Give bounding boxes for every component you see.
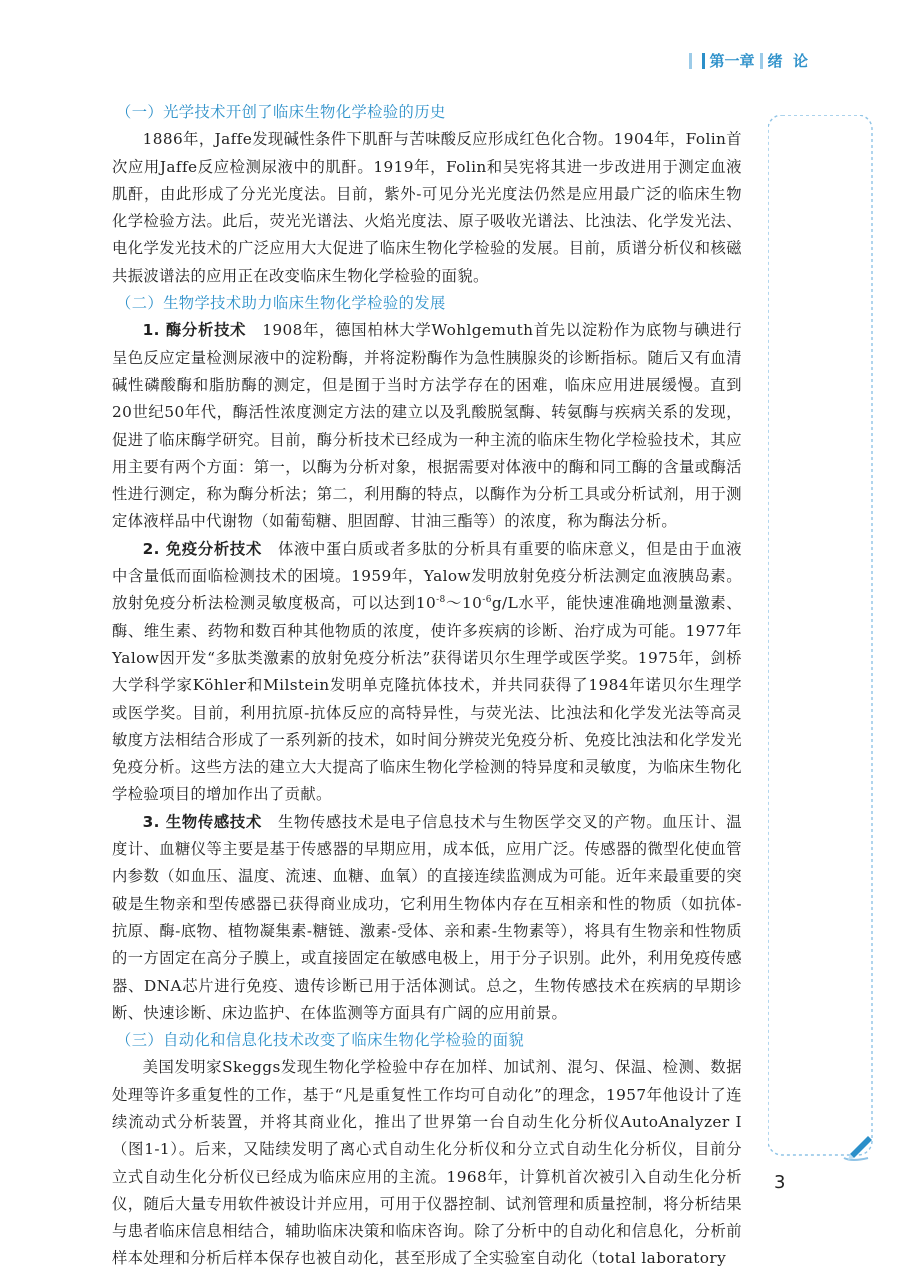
item-text: 生物传感技术是电子信息技术与生物医学交叉的产物。血压计、温度计、血糖仪等主要是基于传感器的早期应用，成本低，应用广泛。传感器的微型化使血管内参数（如血压、温度、流速、血糖、血氧）的直接连续监测成为可能。近年来最重要的突破是生物亲和型传感器已获得商业成功，它利用生物体内存在互相亲和性的物质（如抗体-抗原、酶-底物、植物凝集素-糖链、激素-受体、亲和素-生物素等），将具有生物亲和性物质的一方固定在高分子膜上，或直接固定在敏感电极上，用于分子识别。此外，利用免疫传感器、DNA芯片进行免疫、遗传诊断已用于活体测试。总之，生物传感技术在疾病的早期诊断、快速诊断、床边监护、在体监测等方面具有广阔的应用前景。	[112, 812, 742, 1022]
pencil-icon	[838, 1128, 878, 1168]
item-text: g/L水平，能快速准确地测量激素、酶、维生素、药物和数百种其他物质的浓度，使许多疾病的诊断、治疗成为可能。1977年Yalow因开发“多肽类激素的放射免疫分析法”获得诺贝尔生理学或医学奖。1975年，剑桥大学科学家Köhler和Milstein发明单克隆抗体技术，并共同获得了1984年诺贝尔生理学或医学奖。目前，利用抗原-抗体反应的高特异性，与荧光法、比浊法和化学发光法等高灵敏度方法相结合形成了一系列新的技术，如时间分辨荧光免疫分析、免疫比浊法和化学发光免疫分析。这些方法的建立大大提高了临床生物化学检测的特异度和灵敏度，为临床生物化学检验项目的增加作出了贡献。	[112, 594, 743, 804]
running-header	[684, 50, 808, 71]
chapter-title: 绪 论	[767, 52, 808, 70]
item-text: 1908年，德国柏林大学Wohlgemuth首先以淀粉作为底物与碘进行呈色反应定量检测尿液中的淀粉酶，并将淀粉酶作为急性胰腺炎的诊断指标。随后又有血清碱性磷酸酶和脂肪酶的测定，但是囿于当时方法学存在的困难，临床应用进展缓慢。直到20世纪50年代，酶活性浓度测定方法的建立以及乳酸脱氢酶、转氨酶与疾病关系的发现，促进了临床酶学研究。目前，酶分析技术已经成为一种主流的临床生物化学检验技术，其应用主要有两个方面：第一，以酶为分析对象，根据需要对体液中的酶和同工酶的含量或酶活性进行测定，称为酶分析法；第二，利用酶的特点，以酶作为分析工具或分析试剂，用于测定体液样品中代谢物（如葡萄糖、胆固醇、甘油三酯等）的浓度，称为酶法分析。	[112, 321, 743, 531]
page-number: 3	[774, 1172, 786, 1193]
paragraph-biosensor	[112, 809, 742, 1027]
section-heading-3: （三）自动化和信息化技术改变了临床生物化学检验的面貌	[116, 1031, 525, 1050]
paragraph: 1886年，Jaffe发现碱性条件下肌酐与苦味酸反应形成红色化合物。1904年，Folin首次应用Jaffe反应检测尿液中的肌酐。1919年，Folin和吴宪将其进一步改进用于测定血液肌酐，由此形成了分光光度法。目前，紫外-可见分光光度法仍然是应用最广泛的临床生物化学检验方法。此后，荧光光谱法、火焰光度法、原子吸收光谱法、比浊法、化学发光法、电化学发光技术的广泛应用大大促进了临床生物化学检验的发展。目前，质谱分析仪和核磁共振波谱法的应用正在改变临床生物化学检验的面貌。	[112, 130, 742, 285]
item-title: 3. 生物传感技术	[142, 812, 262, 831]
item-text: ～10	[445, 594, 483, 613]
page-body	[112, 99, 742, 1273]
header-bar	[689, 53, 692, 69]
exponent: -6	[482, 595, 492, 606]
section-heading-1: （一）光学技术开创了临床生物化学检验的历史	[116, 103, 446, 121]
header-divider	[760, 53, 763, 69]
section-heading-2: （二）生物学技术助力临床生物化学检验的发展	[116, 294, 446, 313]
item-text: 体液中蛋白质或者多肽的分析具有重要的临床意义，但是由于血液中含量低而面临检测技术的困境。1959年，Yalow发明放射免疫分析法测定血液胰岛素。放射免疫分析法检测灵敏度极高，可以达到10	[112, 539, 742, 613]
exponent: -8	[436, 595, 446, 606]
item-title: 2. 免疫分析技术	[142, 539, 262, 558]
paragraph-immuno	[112, 536, 742, 809]
chapter-label: 第一章	[709, 52, 755, 70]
paragraph: 美国发明家Skeggs发现生物化学检验中存在加样、加试剂、混匀、保温、检测、数据处理等许多重复性的工作，基于“凡是重复性工作均可自动化”的理念，1957年他设计了连续流动式分析装置，并将其商业化，推出了世界第一台自动生化分析仪AutoAnalyzer Ⅰ（图1-1）。后来，又陆续发明了离心式自动生化分析仪和分立式自动生化分析仪，目前分立式自动生化分析仪已经成为临床应用的主流。1968年，计算机首次被引入自动生化分析仪，随后大量专用软件被设计并应用，可用于仪器控制、试剂管理和质量控制，将分析结果与患者临床信息相结合，辅助临床决策和临床咨询。除了分析中的自动化和信息化，分析前样本处理和分析后样本保存也被自动化，甚至形成了全实验室自动化（total laboratory	[112, 1058, 742, 1268]
item-title: 1. 酶分析技术	[142, 321, 247, 340]
paragraph-enzyme	[112, 317, 742, 535]
header-bar	[702, 53, 705, 69]
margin-decoration	[768, 115, 878, 1165]
